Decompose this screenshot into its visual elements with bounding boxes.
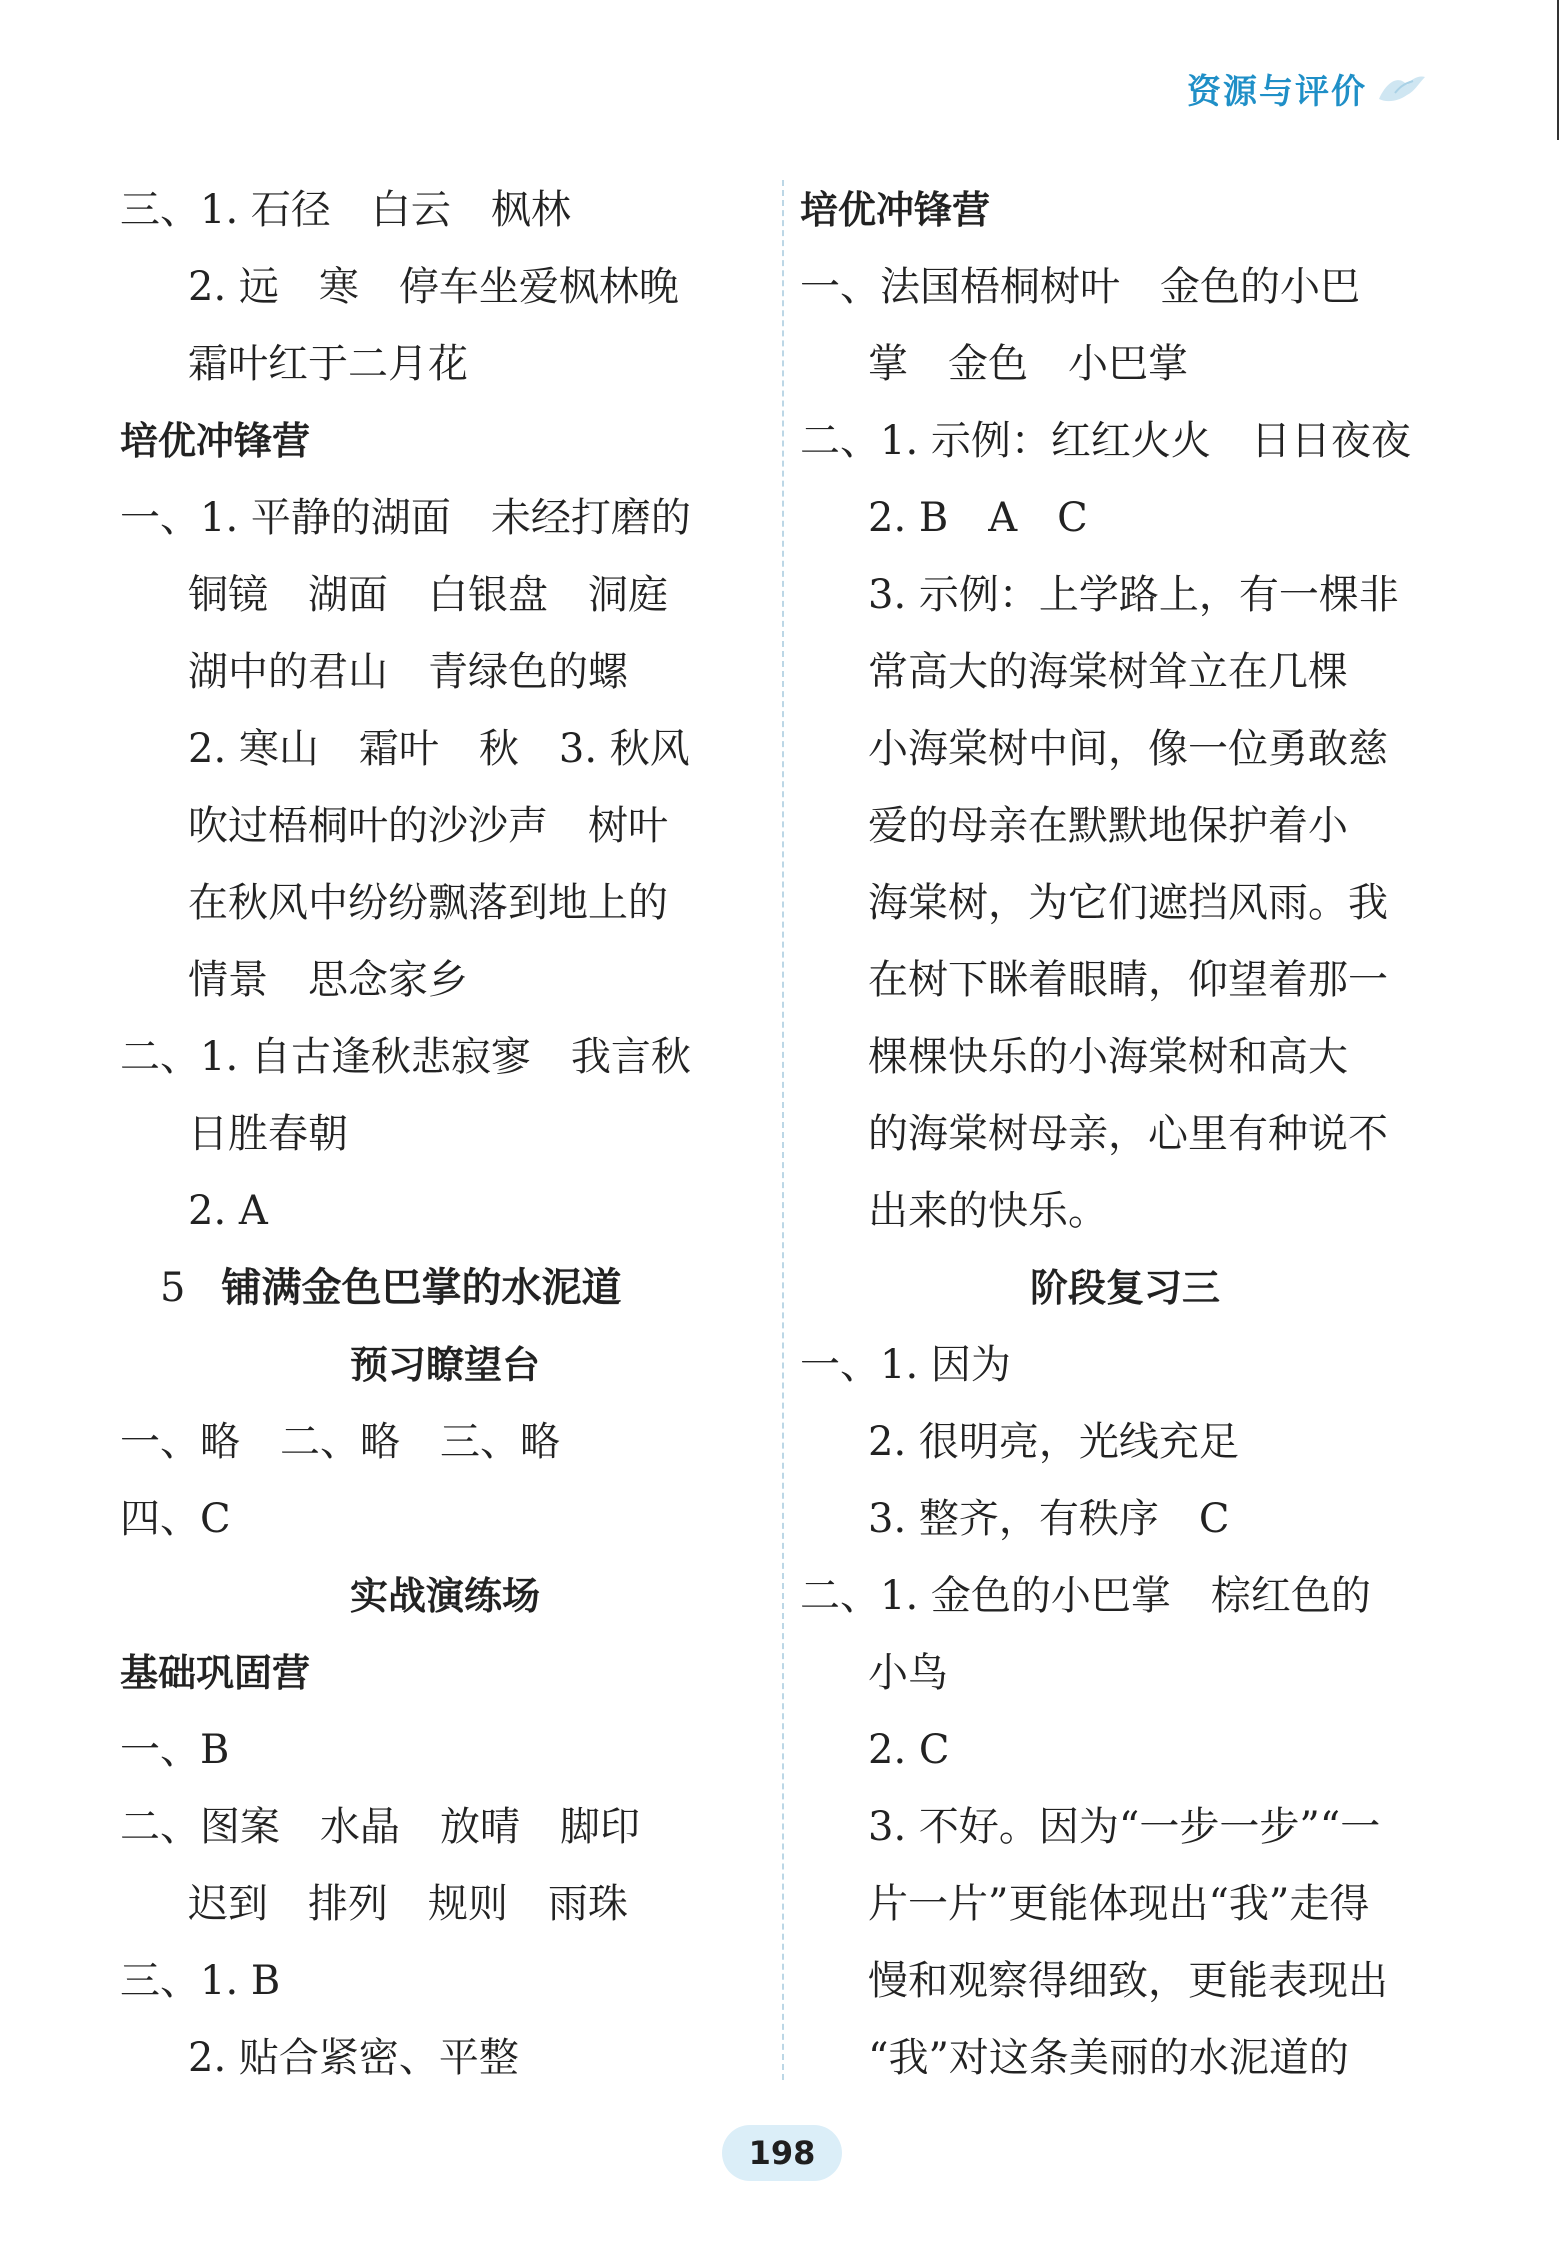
left-answer-line: 二、图案 水晶 放晴 脚印 [120,1804,640,1850]
left-answer-line: 二、1. 自古逢秋悲寂寥 我言秋 [120,1034,691,1080]
right-answer-line: 棵棵快乐的小海棠树和高大 [868,1034,1348,1080]
lesson-title [120,1250,770,1327]
left-answer-line: 2. 寒山 霜叶 秋 3. 秋风 [188,726,690,772]
right-answer-line: 在树下眯着眼睛，仰望着那一 [868,957,1388,1003]
left-answer-line: 2. 贴合紧密、平整 [188,2035,519,2081]
right-answer-line: 小鸟 [868,1650,948,1696]
right-answer-line: 海棠树，为它们遮挡风雨。我 [868,880,1388,926]
section-heading: 基础巩固营 [120,1651,311,1695]
right-answer-line: 常高大的海棠树耸立在几棵 [868,649,1348,695]
right-answer-line: 一、法国梧桐树叶 金色的小巴 [800,264,1360,310]
section-title: 预习瞭望台 [349,1343,540,1387]
right-answer-line: 2. B A C [868,495,1088,541]
right-answer-line: 3. 不好。因为“一步一步”“一 [868,1804,1381,1850]
right-answer-line: 二、1. 金色的小巴掌 棕红色的 [800,1573,1371,1619]
left-answer-line: 吹过梧桐叶的沙沙声 树叶 [188,803,668,849]
left-answer-line: 一、1. 平静的湖面 未经打磨的 [120,495,691,541]
right-answer-line: 掌 金色 小巴掌 [868,341,1188,387]
left-answer-line: 情景 思念家乡 [188,957,468,1003]
column-divider [782,180,784,2080]
right-answer-line: “我”对这条美丽的水泥道的 [868,2035,1349,2081]
left-answer-line: 2. A [188,1188,268,1234]
left-answer-line: 霜叶红于二月花 [188,341,468,387]
left-answer-line: 湖中的君山 青绿色的螺 [188,649,628,695]
section-title: 阶段复习三 [1029,1266,1220,1310]
right-answer-line: 片一片”更能体现出“我”走得 [868,1881,1370,1927]
right-answer-line: 一、1. 因为 [800,1342,1011,1388]
left-answer-line: 一、B [120,1727,230,1773]
right-answer-line: 的海棠树母亲，心里有种说不 [868,1111,1388,1157]
left-answer-line: 迟到 排列 规则 雨珠 [188,1881,628,1927]
left-answer-line: 铜镜 湖面 白银盘 洞庭 [188,572,668,618]
book-title: 资源与评价 [1187,72,1367,112]
lesson-title-text: 铺满金色巴掌的水泥道 [221,1265,622,1311]
left-column [120,172,770,2097]
section-heading: 培优冲锋营 [120,419,311,463]
page-number: 198 [722,2125,842,2181]
left-answer-line: 四、C [120,1496,231,1542]
left-answer-line: 2. 远 寒 停车坐爱枫林晚 [188,264,679,310]
page-header [1187,64,1427,113]
right-answer-line: 出来的快乐。 [868,1188,1108,1234]
left-answer-line: 三、1. 石径 白云 枫林 [120,187,571,233]
right-answer-line: 3. 整齐，有秩序 C [868,1496,1230,1542]
left-answer-line: 一、略 二、略 三、略 [120,1419,560,1465]
right-answer-line: 二、1. 示例：红红火火 日日夜夜 [800,418,1411,464]
right-answer-line: 2. 很明亮，光线充足 [868,1419,1239,1465]
left-answer-line: 三、1. B [120,1958,281,2004]
section-title: 实战演练场 [349,1574,540,1618]
lesson-number: 5 [160,1265,186,1311]
right-answer-line: 小海棠树中间，像一位勇敢慈 [868,726,1388,772]
right-answer-line: 3. 示例：上学路上，有一棵非 [868,572,1399,618]
bird-wing-icon [1377,71,1427,107]
left-answer-line: 日胜春朝 [188,1111,348,1157]
left-answer-line: 在秋风中纷纷飘落到地上的 [188,880,668,926]
right-answer-line: 慢和观察得细致，更能表现出 [868,1958,1388,2004]
section-heading: 培优冲锋营 [800,188,991,232]
right-answer-line: 爱的母亲在默默地保护着小 [868,803,1348,849]
page-edge-line [1557,0,1559,140]
right-answer-line: 2. C [868,1727,950,1773]
right-column [800,172,1450,2097]
